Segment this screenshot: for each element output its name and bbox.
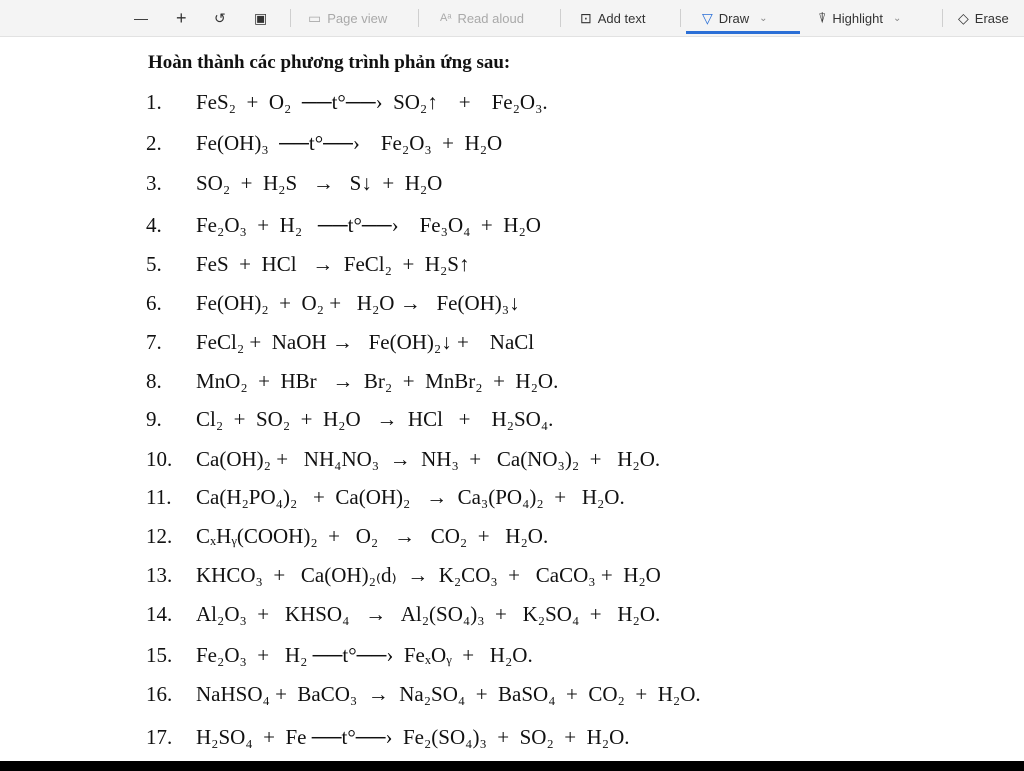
- rotate-button[interactable]: [214, 0, 232, 36]
- equation-row: 5. FeS + HCl → FeCl₂ + H₂S↑: [146, 251, 470, 276]
- add-text-label: Add text: [597, 10, 646, 26]
- draw-label: Draw: [718, 10, 750, 26]
- rotate-icon: ↺: [214, 9, 226, 26]
- equation-row: 1. FeS₂ + O₂ ──t°──› SO₂↑ + Fe₂O₃.: [146, 89, 548, 114]
- equation-row: 4. Fe₂O₃ + H₂ ──t°──› Fe₃O₄ + H₂O: [146, 212, 541, 237]
- read-aloud-label: Read aloud: [457, 10, 524, 26]
- equation-row: 11. Ca(H₂PO₄)₂ + Ca(OH)₂ → Ca₃(PO₄)₂ + H₂O.: [146, 484, 625, 509]
- chevron-down-icon[interactable]: ⌄: [759, 12, 768, 24]
- page-view-button[interactable]: [308, 0, 387, 36]
- toolbar-divider: [560, 9, 561, 27]
- read-aloud-icon: Aᵃ: [440, 12, 452, 24]
- equation-row: 12. CₓHᵧ(COOH)₂ + O₂ → CO₂ + H₂O.: [146, 523, 549, 548]
- equation-row: 13. KHCO₃ + Ca(OH)₂₍d₎ → K₂CO₃ + CaCO₃ + H₂O: [146, 562, 661, 587]
- equation-row: 2. Fe(OH)₃ ──t°──› Fe₂O₃ + H₂O: [146, 130, 503, 155]
- toolbar-divider: [418, 9, 419, 27]
- equation-row: 15. Fe₂O₃ + H₂ ──t°──› FeₓOᵧ + H₂O.: [146, 642, 533, 667]
- window-bottom-edge: [0, 761, 1024, 771]
- page-view-label: Page view: [327, 10, 388, 26]
- draw-active-indicator: [686, 31, 800, 34]
- zoom-in-button[interactable]: [176, 0, 193, 36]
- toolbar-divider: [680, 9, 681, 27]
- highlight-icon: ⍒: [818, 9, 827, 26]
- highlight-label: Highlight: [832, 10, 883, 26]
- equation-row: 6. Fe(OH)₂ + O₂ + H₂O → Fe(OH)₃↓: [146, 290, 520, 315]
- erase-button[interactable]: [958, 0, 1009, 36]
- plus-icon: +: [176, 7, 187, 28]
- erase-label: Erase: [974, 10, 1009, 26]
- draw-icon: ▽: [702, 9, 713, 26]
- highlight-button[interactable]: [818, 0, 901, 36]
- equation-row: 10. Ca(OH)₂ + NH₄NO₃ → NH₃ + Ca(NO₃)₂ + H₂O.: [146, 446, 661, 471]
- add-text-icon: ⊡: [580, 9, 592, 26]
- equation-row: 8. MnO₂ + HBr → Br₂ + MnBr₂ + H₂O.: [146, 368, 559, 393]
- equation-row: 16. NaHSO₄ + BaCO₃ → Na₂SO₄ + BaSO₄ + CO₂ + H₂O.: [146, 681, 701, 706]
- eraser-icon: ◇: [958, 9, 969, 26]
- equation-row: 14. Al₂O₃ + KHSO₄ → Al₂(SO₄)₃ + K₂SO₄ + H₂O.: [146, 601, 661, 626]
- fit-page-button[interactable]: [254, 0, 273, 36]
- add-text-button[interactable]: [580, 0, 645, 36]
- zoom-out-button[interactable]: [134, 0, 154, 36]
- read-aloud-button[interactable]: [440, 0, 524, 36]
- toolbar-divider: [942, 9, 943, 27]
- equation-row: 17. H₂SO₄ + Fe ──t°──› Fe₂(SO₄)₃ + SO₂ + H₂O.: [146, 724, 630, 749]
- fit-page-icon: ▣: [254, 9, 268, 26]
- page-view-icon: ▭: [308, 9, 322, 26]
- toolbar-divider: [290, 9, 291, 27]
- chevron-down-icon[interactable]: ⌄: [893, 12, 902, 24]
- document-heading: Hoàn thành các phương trình phản ứng sau:: [148, 52, 511, 73]
- equation-row: 9. Cl₂ + SO₂ + H₂O → HCl + H₂SO₄.: [146, 406, 554, 431]
- pdf-toolbar: [0, 0, 1024, 37]
- equation-row: 7. FeCl₂ + NaOH → Fe(OH)₂↓ + NaCl: [146, 329, 535, 354]
- minus-icon: —: [134, 10, 148, 26]
- equation-row: 3. SO₂ + H₂S → S↓ + H₂O: [146, 170, 443, 195]
